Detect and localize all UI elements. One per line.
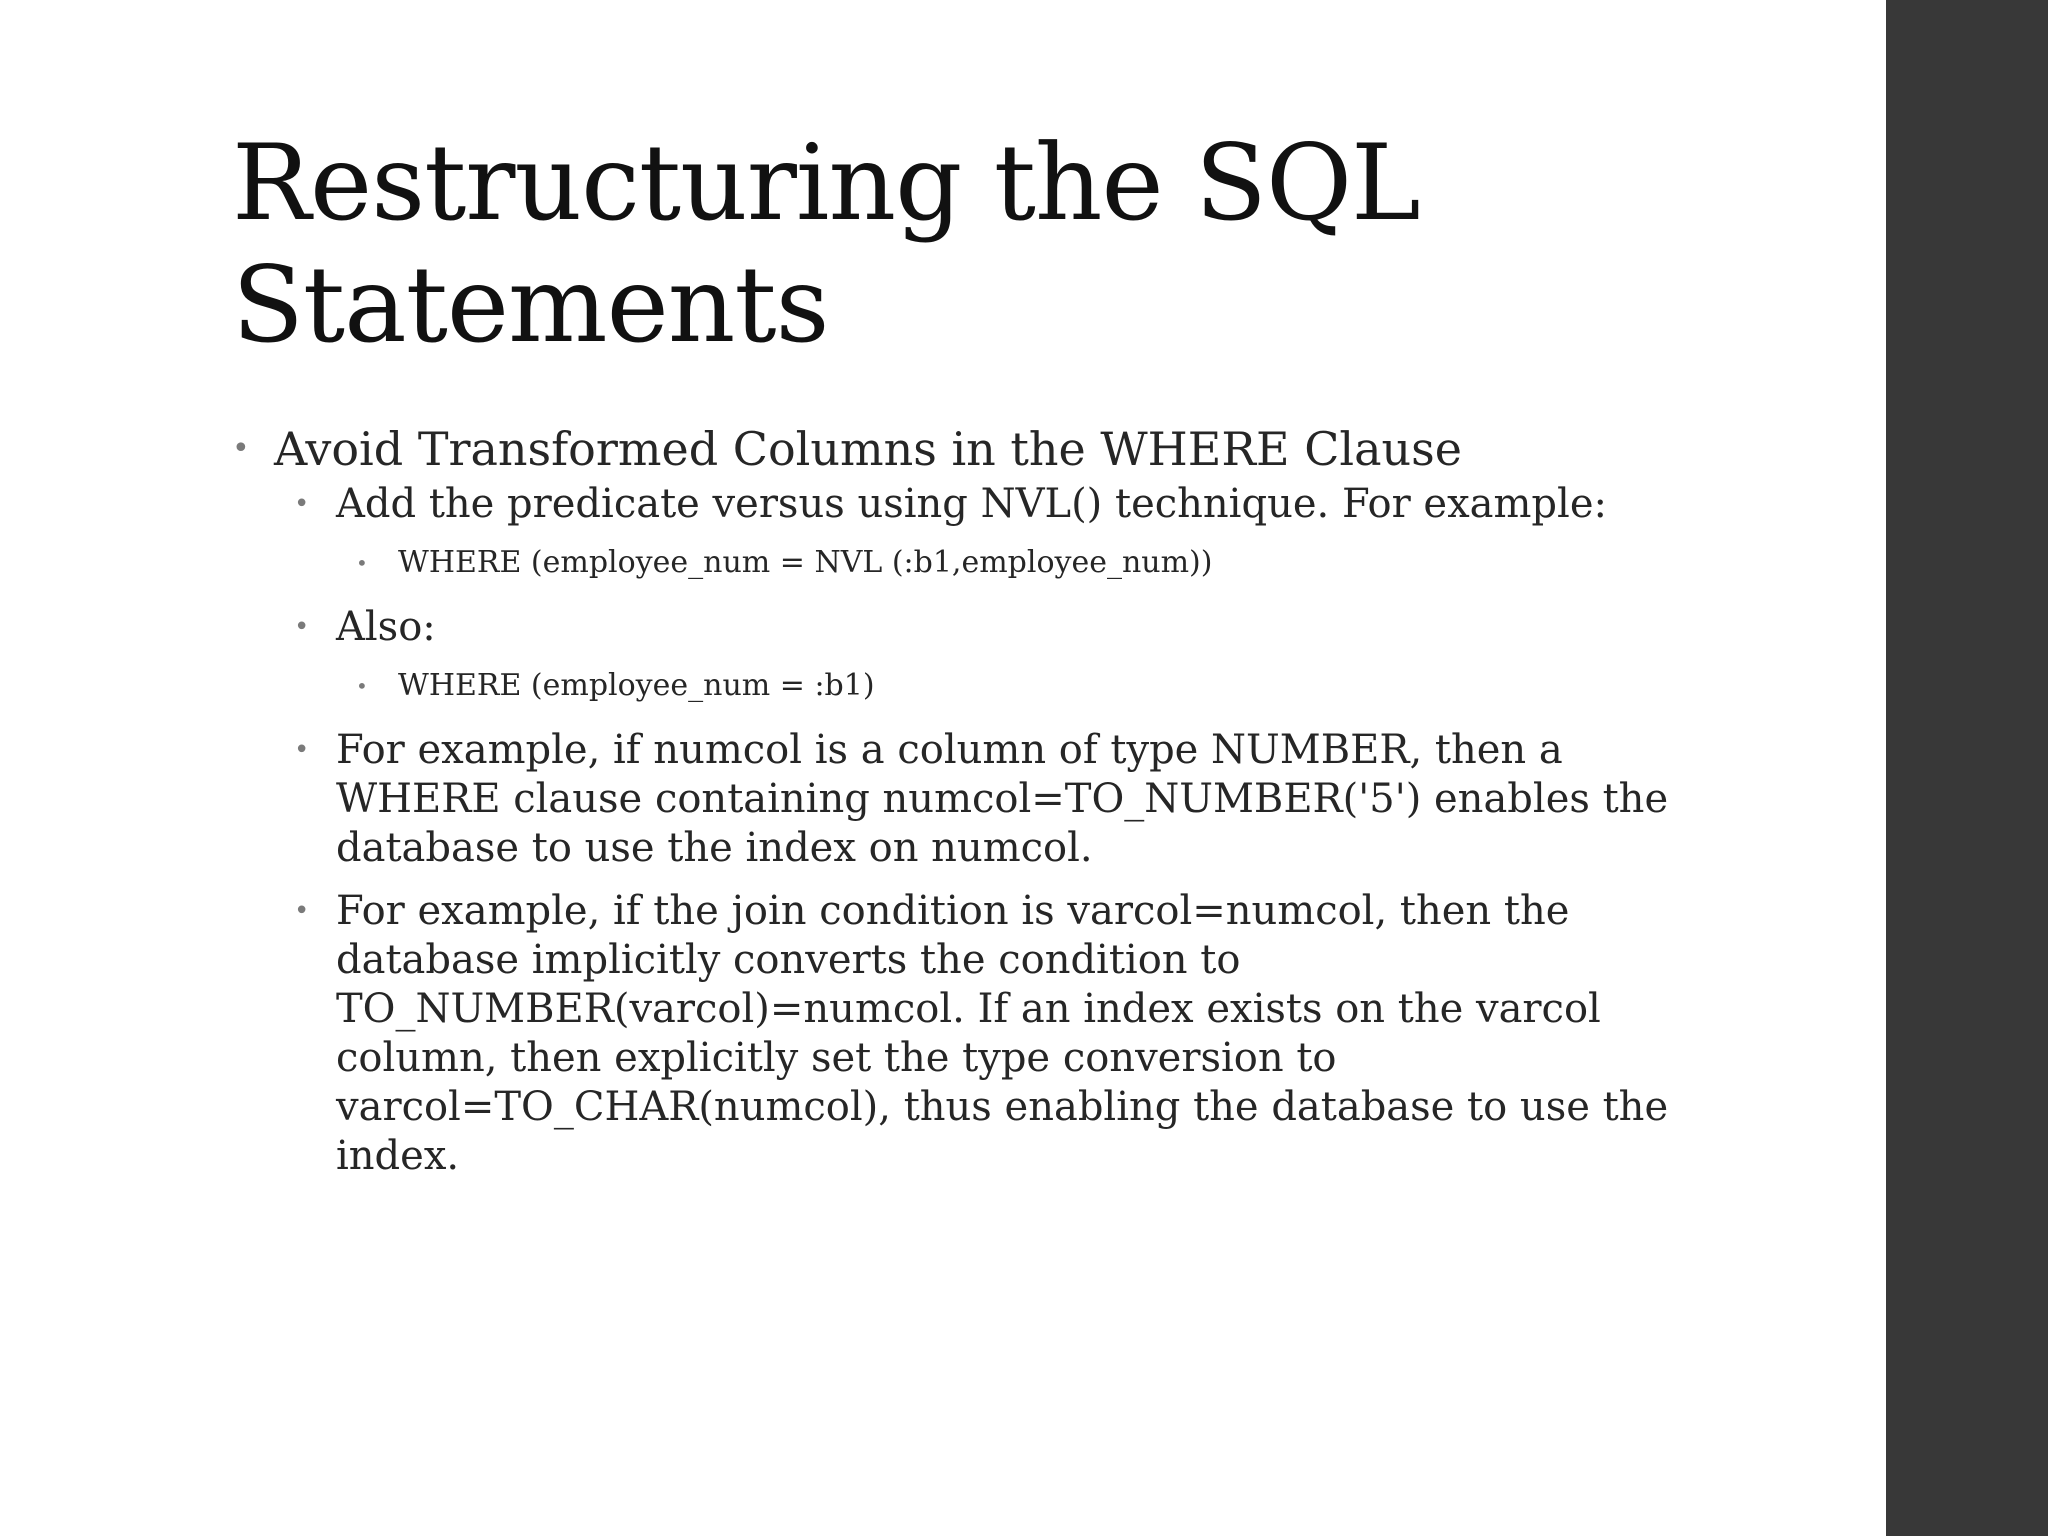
bullet-dot-icon: • [294,489,310,519]
bullet-item-5 [356,666,1672,706]
right-sidebar-bar [1886,0,2048,1536]
bullet-dot-icon: • [294,896,310,926]
bullet-text: Also: [336,604,436,650]
slide-title [232,122,1732,366]
bullet-text: For example, if numcol is a column of type NUMBER, then a WHERE clause containing numcol=TO_NUMBER('5') enables the database to use the index on numcol. [336,727,1669,871]
slide-title-line-1: Restructuring the SQL [232,122,1420,244]
bullet-text: Add the predicate versus using NVL() technique. For example: [336,481,1607,527]
bullet-dot-icon: • [356,674,368,698]
bullet-item-2 [294,480,1672,529]
bullet-item-7 [294,887,1672,1181]
bullet-item-6 [294,726,1672,873]
bullet-dot-icon: • [232,431,250,466]
bullet-text: WHERE (employee_num = NVL (:b1,employee_num)) [398,545,1213,580]
bullet-item-1 [232,418,1672,480]
bullet-text: For example, if the join condition is varcol=numcol, then the database implicitly converts the condition to TO_NUMBER(varcol)=numcol. If an index exists on the varcol column, then explicitly set the type conversion to varcol=TO_CHAR(numcol), thus enabling the database to use the index. [336,888,1669,1179]
bullet-text: WHERE (employee_num = :b1) [398,668,875,703]
bullet-item-3 [356,543,1672,583]
bullet-item-4 [294,603,1672,652]
bullet-text: Avoid Transformed Columns in the WHERE Clause [274,422,1462,476]
slide-title-line-2: Statements [232,244,829,366]
bullet-dot-icon: • [294,735,310,765]
slide-body [232,418,1672,1195]
bullet-dot-icon: • [294,612,310,642]
bullet-dot-icon: • [356,551,368,575]
